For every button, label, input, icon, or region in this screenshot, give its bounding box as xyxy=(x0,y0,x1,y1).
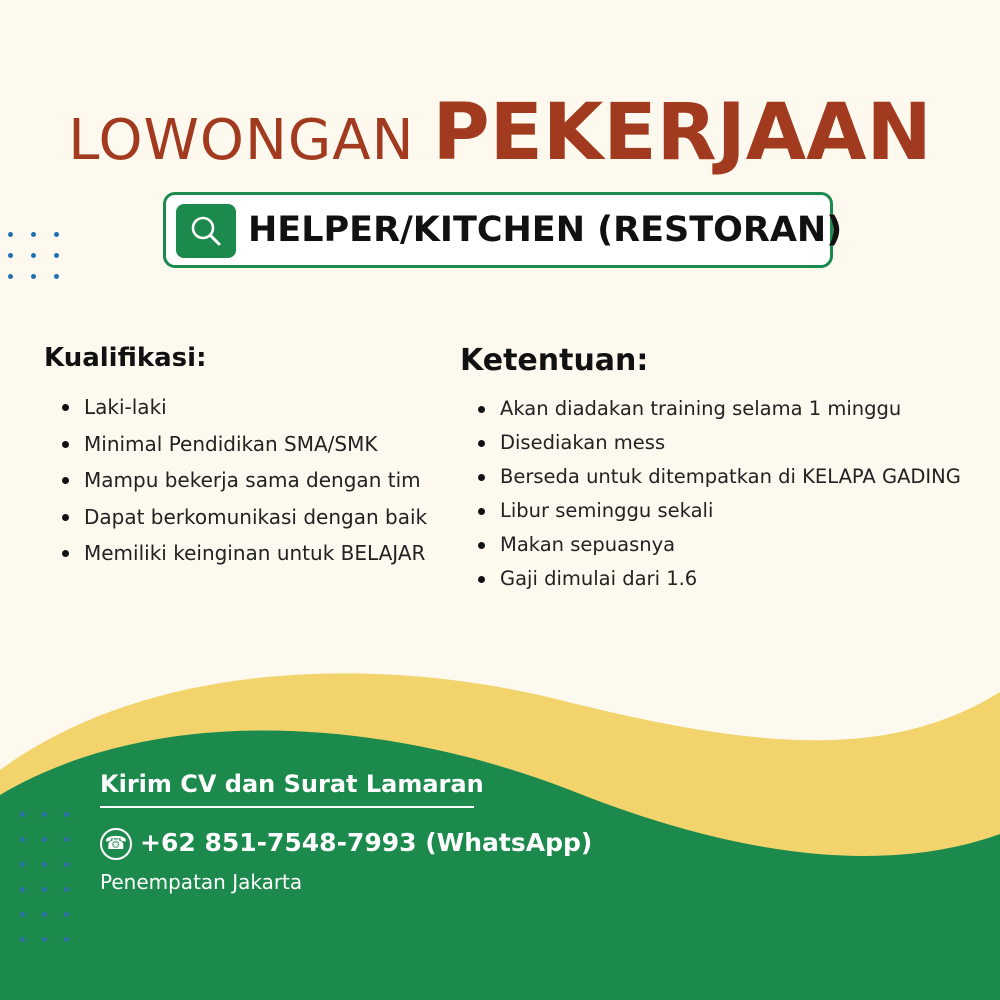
list-item: Gaji dimulai dari 1.6 xyxy=(460,562,961,596)
phone-icon: ☎ xyxy=(100,828,132,860)
qualifications-heading: Kualifikasi: xyxy=(44,343,207,373)
list-item: Akan diadakan training selama 1 minggu xyxy=(460,392,961,426)
list-item: Laki-laki xyxy=(44,389,427,426)
list-item: Mampu bekerja sama dengan tim xyxy=(44,462,427,499)
list-item: Libur seminggu sekali xyxy=(460,494,961,528)
contact-heading: Kirim CV dan Surat Lamaran xyxy=(100,770,474,808)
list-item: Makan sepuasnya xyxy=(460,528,961,562)
title-light: LOWONGAN xyxy=(68,108,415,173)
list-item: Dapat berkomunikasi dengan baik xyxy=(44,499,427,536)
phone-number: +62 851-7548-7993 (WhatsApp) xyxy=(140,828,593,857)
list-item: Disediakan mess xyxy=(460,426,961,460)
list-item: Memiliki keinginan untuk BELAJAR xyxy=(44,535,427,572)
title-bold: PEKERJAAN xyxy=(432,88,932,178)
list-item: Minimal Pendidikan SMA/SMK xyxy=(44,426,427,463)
decor-dots-bottom xyxy=(20,812,70,942)
position-label: HELPER/KITCHEN (RESTORAN) xyxy=(248,210,843,250)
terms-heading: Ketentuan: xyxy=(460,343,649,378)
placement-location: Penempatan Jakarta xyxy=(100,870,303,894)
list-item: Berseda untuk ditempatkan di KELAPA GADING xyxy=(460,460,961,494)
contact-section xyxy=(100,770,592,894)
contact-phone xyxy=(100,826,592,860)
